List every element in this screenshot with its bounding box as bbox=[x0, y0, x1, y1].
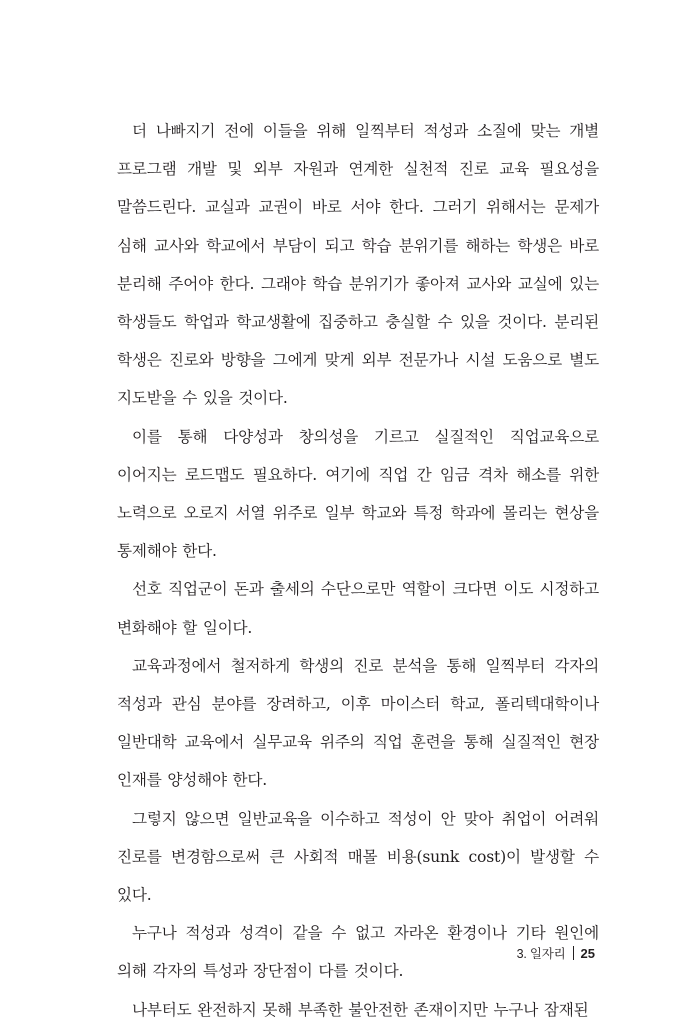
paragraph: 이를 통해 다양성과 창의성을 기르고 실질적인 직업교육으로 이어지는 로드맵도 필요하다. 여기에 직업 간 임금 격차 해소를 위한 노력으로 오로지 서열 위주로 일부 학교와 특정 학과에 몰리는 현상을 통제해야 한다. bbox=[117, 427, 599, 561]
paragraph: 선호 직업군이 돈과 출세의 수단으로만 역할이 크다면 이도 시정하고 변화해야 할 일이다. bbox=[117, 580, 599, 637]
paragraph: 나부터도 완전하지 못해 부족한 불안전한 존재이지만 누구나 잠재된 bbox=[132, 1000, 589, 1019]
body-text bbox=[117, 112, 599, 1029]
footer-divider bbox=[573, 946, 574, 960]
page-number: 25 bbox=[580, 945, 595, 961]
paragraph: 교육과정에서 철저하게 학생의 진로 분석을 통해 일찍부터 각자의 적성과 관심 분야를 장려하고, 이후 마이스터 학교, 폴리텍대학이나 일반대학 교육에서 실무교육 위주의 직업 훈련을 통해 실질적인 현장 인재를 양성해야 한다. bbox=[117, 656, 599, 790]
paragraph: 더 나빠지기 전에 이들을 위해 일찍부터 적성과 소질에 맞는 개별 프로그램 개발 및 외부 자원과 연계한 실천적 진로 교육 필요성을 말씀드린다. 교실과 교권이 바로 서야 한다. 그러기 위해서는 문제가 심해 교사와 학교에서 부담이 되고 학습 분위기를 해하는 학생은 바로 분리해 주어야 한다. 그래야 학습 분위기가 좋아져 교사와 교실에 있는 학생들도 학업과 학교생활에 집중하고 충실할 수 있을 것이다. 분리된 학생은 진로와 방향을 그에게 맞게 외부 전문가나 시설 도움으로 별도 지도받을 수 있을 것이다. bbox=[117, 122, 599, 408]
paragraph: 누구나 적성과 성격이 같을 수 없고 자라온 환경이나 기타 원인에 의해 각자의 특성과 장단점이 다를 것이다. bbox=[117, 924, 599, 981]
paragraph: 그렇지 않으면 일반교육을 이수하고 적성이 안 맞아 취업이 어려워 진로를 변경함으로써 큰 사회적 매몰 비용(sunk cost)이 발생할 수 있다. bbox=[117, 809, 599, 905]
chapter-title: 3. 일자리 bbox=[516, 947, 566, 961]
page-footer bbox=[517, 944, 595, 962]
